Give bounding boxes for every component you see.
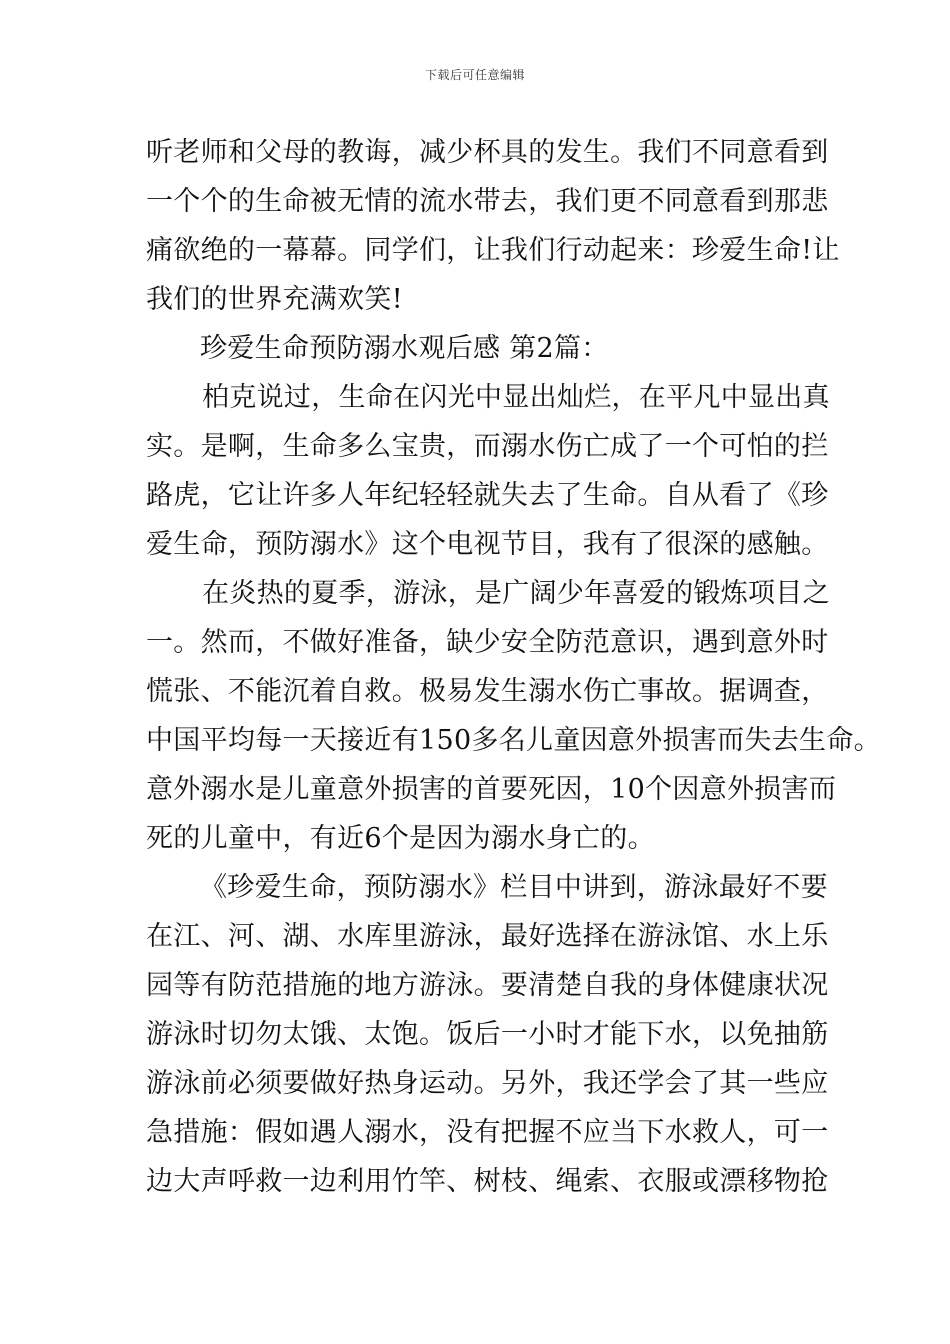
text-line: 意外溺水是儿童意外损害的首要死因，10个因意外损害而 xyxy=(146,774,837,805)
text-line: 一个个的生命被无情的流水带去，我们更不同意看到那悲 xyxy=(146,186,829,217)
text-line: 游泳时切勿太饿、太饱。饭后一小时才能下水，以免抽筋 xyxy=(146,1019,829,1050)
text-line: 爱生命，预防溺水》这个电视节目，我有了很深的感触。 xyxy=(146,529,829,560)
text-line: 一。然而，不做好准备，缺少安全防范意识，遇到意外时 xyxy=(146,627,829,658)
text-line: 边大声呼救一边利用竹竿、树枝、绳索、衣服或漂移物抢 xyxy=(146,1166,829,1197)
text-line: 柏克说过，生命在闪光中显出灿烂，在平凡中显出真 xyxy=(202,382,830,413)
text-line: 游泳前必须要做好热身运动。另外，我还学会了其一些应 xyxy=(146,1068,829,1099)
text-line: 路虎，它让许多人年纪轻轻就失去了生命。自从看了《珍 xyxy=(146,480,829,511)
text-line: 实。是啊，生命多么宝贵，而溺水伤亡成了一个可怕的拦 xyxy=(146,431,829,462)
text-line: 园等有防范措施的地方游泳。要清楚自我的身体健康状况 xyxy=(146,970,829,1001)
text-line: 听老师和父母的教诲，减少杯具的发生。我们不同意看到 xyxy=(146,137,829,168)
text-line: 《珍爱生命，预防溺水》栏目中讲到，游泳最好不要 xyxy=(200,872,828,903)
text-line: 在炎热的夏季，游泳，是广阔少年喜爱的锻炼项目之 xyxy=(202,578,830,609)
text-line: 痛欲绝的一幕幕。同学们，让我们行动起来：珍爱生命!让 xyxy=(146,235,840,266)
document-body xyxy=(146,128,881,1206)
page-header: 下载后可任意编辑 xyxy=(424,68,525,82)
text-line: 死的儿童中，有近6个是因为溺水身亡的。 xyxy=(146,823,655,854)
text-line: 急措施：假如遇人溺水，没有把握不应当下水救人，可一 xyxy=(146,1117,829,1148)
text-line: 在江、河、湖、水库里游泳，最好选择在游泳馆、水上乐 xyxy=(146,921,829,952)
text-line: 珍爱生命预防溺水观后感 第2篇： xyxy=(200,333,609,364)
text-line: 中国平均每一天接近有150多名儿童因意外损害而失去生命。 xyxy=(146,725,881,756)
text-line: 慌张、不能沉着自救。极易发生溺水伤亡事故。据调查， xyxy=(146,676,829,707)
text-line: 我们的世界充满欢笑! xyxy=(146,284,403,315)
